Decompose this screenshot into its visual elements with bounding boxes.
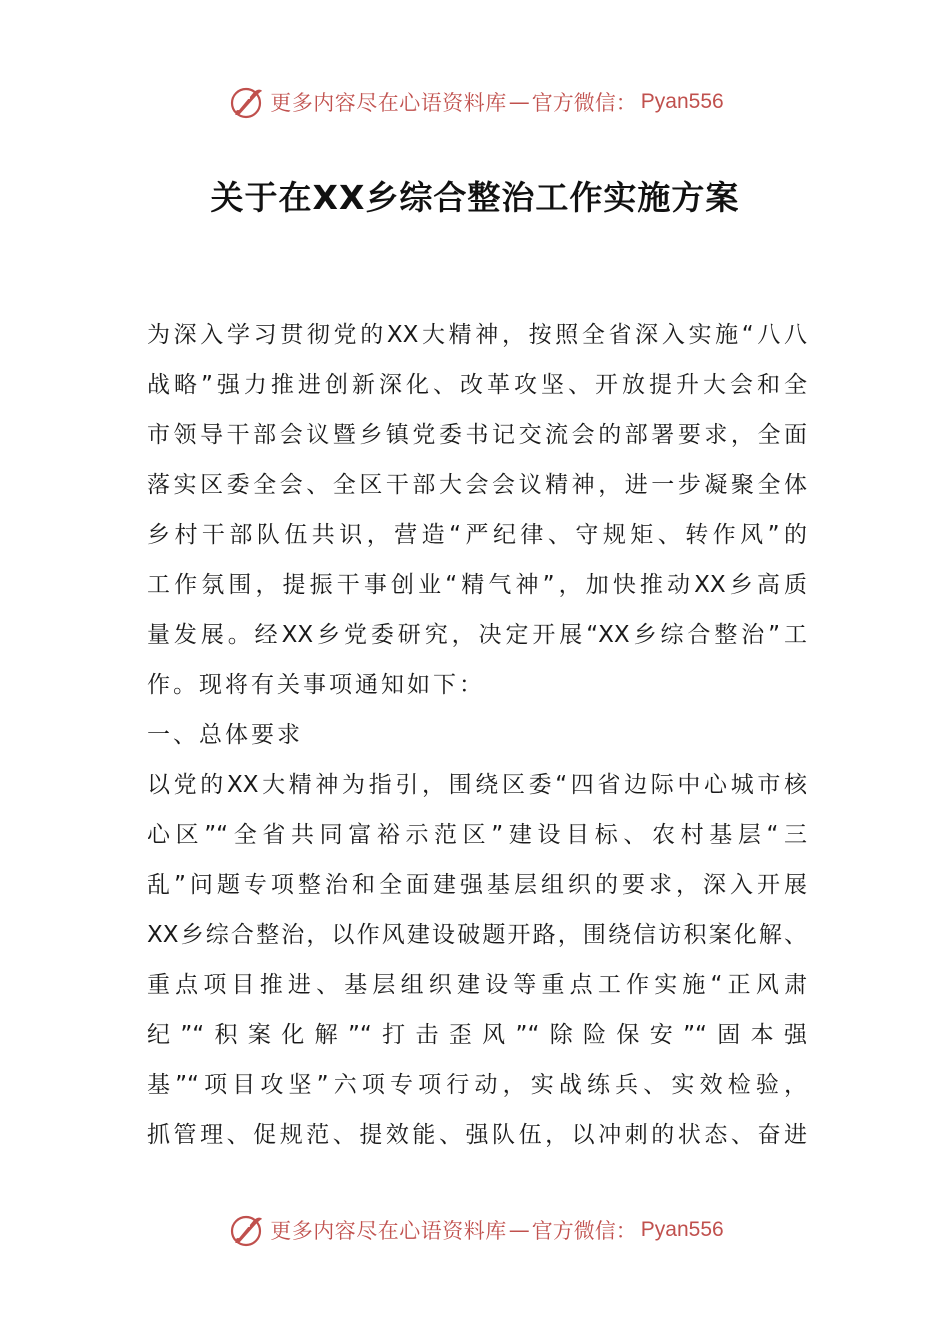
body-line: XX乡综合整治，以作风建设破题开路，围绕信访积案化解、 — [147, 922, 807, 948]
body-line: 抓管理、促规范、提效能、强队伍，以冲刺的状态、奋进 — [147, 1122, 807, 1148]
watermark-label: 官方微信： — [531, 1219, 637, 1243]
body-line: 量发展。经XX乡党委研究，决定开展“XX乡综合整治”工 — [147, 622, 807, 648]
footer-watermark — [0, 1208, 950, 1252]
watermark-wechat-id: Pyan556 — [640, 1218, 724, 1241]
watermark-wechat-id: Pyan556 — [640, 90, 724, 113]
quill-logo-icon — [226, 1210, 266, 1250]
quill-logo-icon — [226, 82, 266, 122]
body-line: 市领导干部会议暨乡镇党委书记交流会的部署要求，全面 — [147, 422, 807, 448]
body-line: 作。现将有关事项通知如下： — [147, 672, 485, 698]
document-title: 关于在XX乡综合整治工作实施方案 — [210, 178, 740, 217]
watermark-text: 更多内容尽在心语资料库 — [270, 1219, 507, 1243]
body-line: 以党的XX大精神为指引，围绕区委“四省边际中心城市核 — [147, 772, 807, 798]
watermark-text: 更多内容尽在心语资料库 — [270, 91, 507, 115]
watermark-separator: — — [508, 90, 530, 114]
watermark-label: 官方微信： — [531, 91, 637, 115]
body-line: 重点项目推进、基层组织建设等重点工作实施“正风肃 — [147, 972, 807, 998]
body-line: 纪”“积案化解”“打击歪风”“除险保安”“固本强 — [147, 1022, 807, 1048]
watermark-separator: — — [508, 1218, 530, 1242]
body-line: 工作氛围，提振干事创业“精气神”，加快推动XX乡高质 — [147, 572, 807, 598]
body-line: 落实区委全会、全区干部大会会议精神，进一步凝聚全体 — [147, 472, 807, 498]
body-line: 战略”强力推进创新深化、改革攻坚、开放提升大会和全 — [147, 372, 807, 398]
header-watermark — [0, 80, 950, 124]
body-line: 心区”“全省共同富裕示范区”建设目标、农村基层“三 — [147, 822, 807, 848]
body-line: 乱”问题专项整治和全面建强基层组织的要求，深入开展 — [147, 872, 807, 898]
document-body — [147, 310, 807, 1160]
body-line: 基”“项目攻坚”六项专项行动，实战练兵、实效检验， — [147, 1072, 807, 1098]
section-heading: 一、总体要求 — [147, 722, 303, 748]
body-line: 乡村干部队伍共识，营造“严纪律、守规矩、转作风”的 — [147, 522, 807, 548]
body-line: 为深入学习贯彻党的XX大精神，按照全省深入实施“八八 — [147, 322, 807, 348]
